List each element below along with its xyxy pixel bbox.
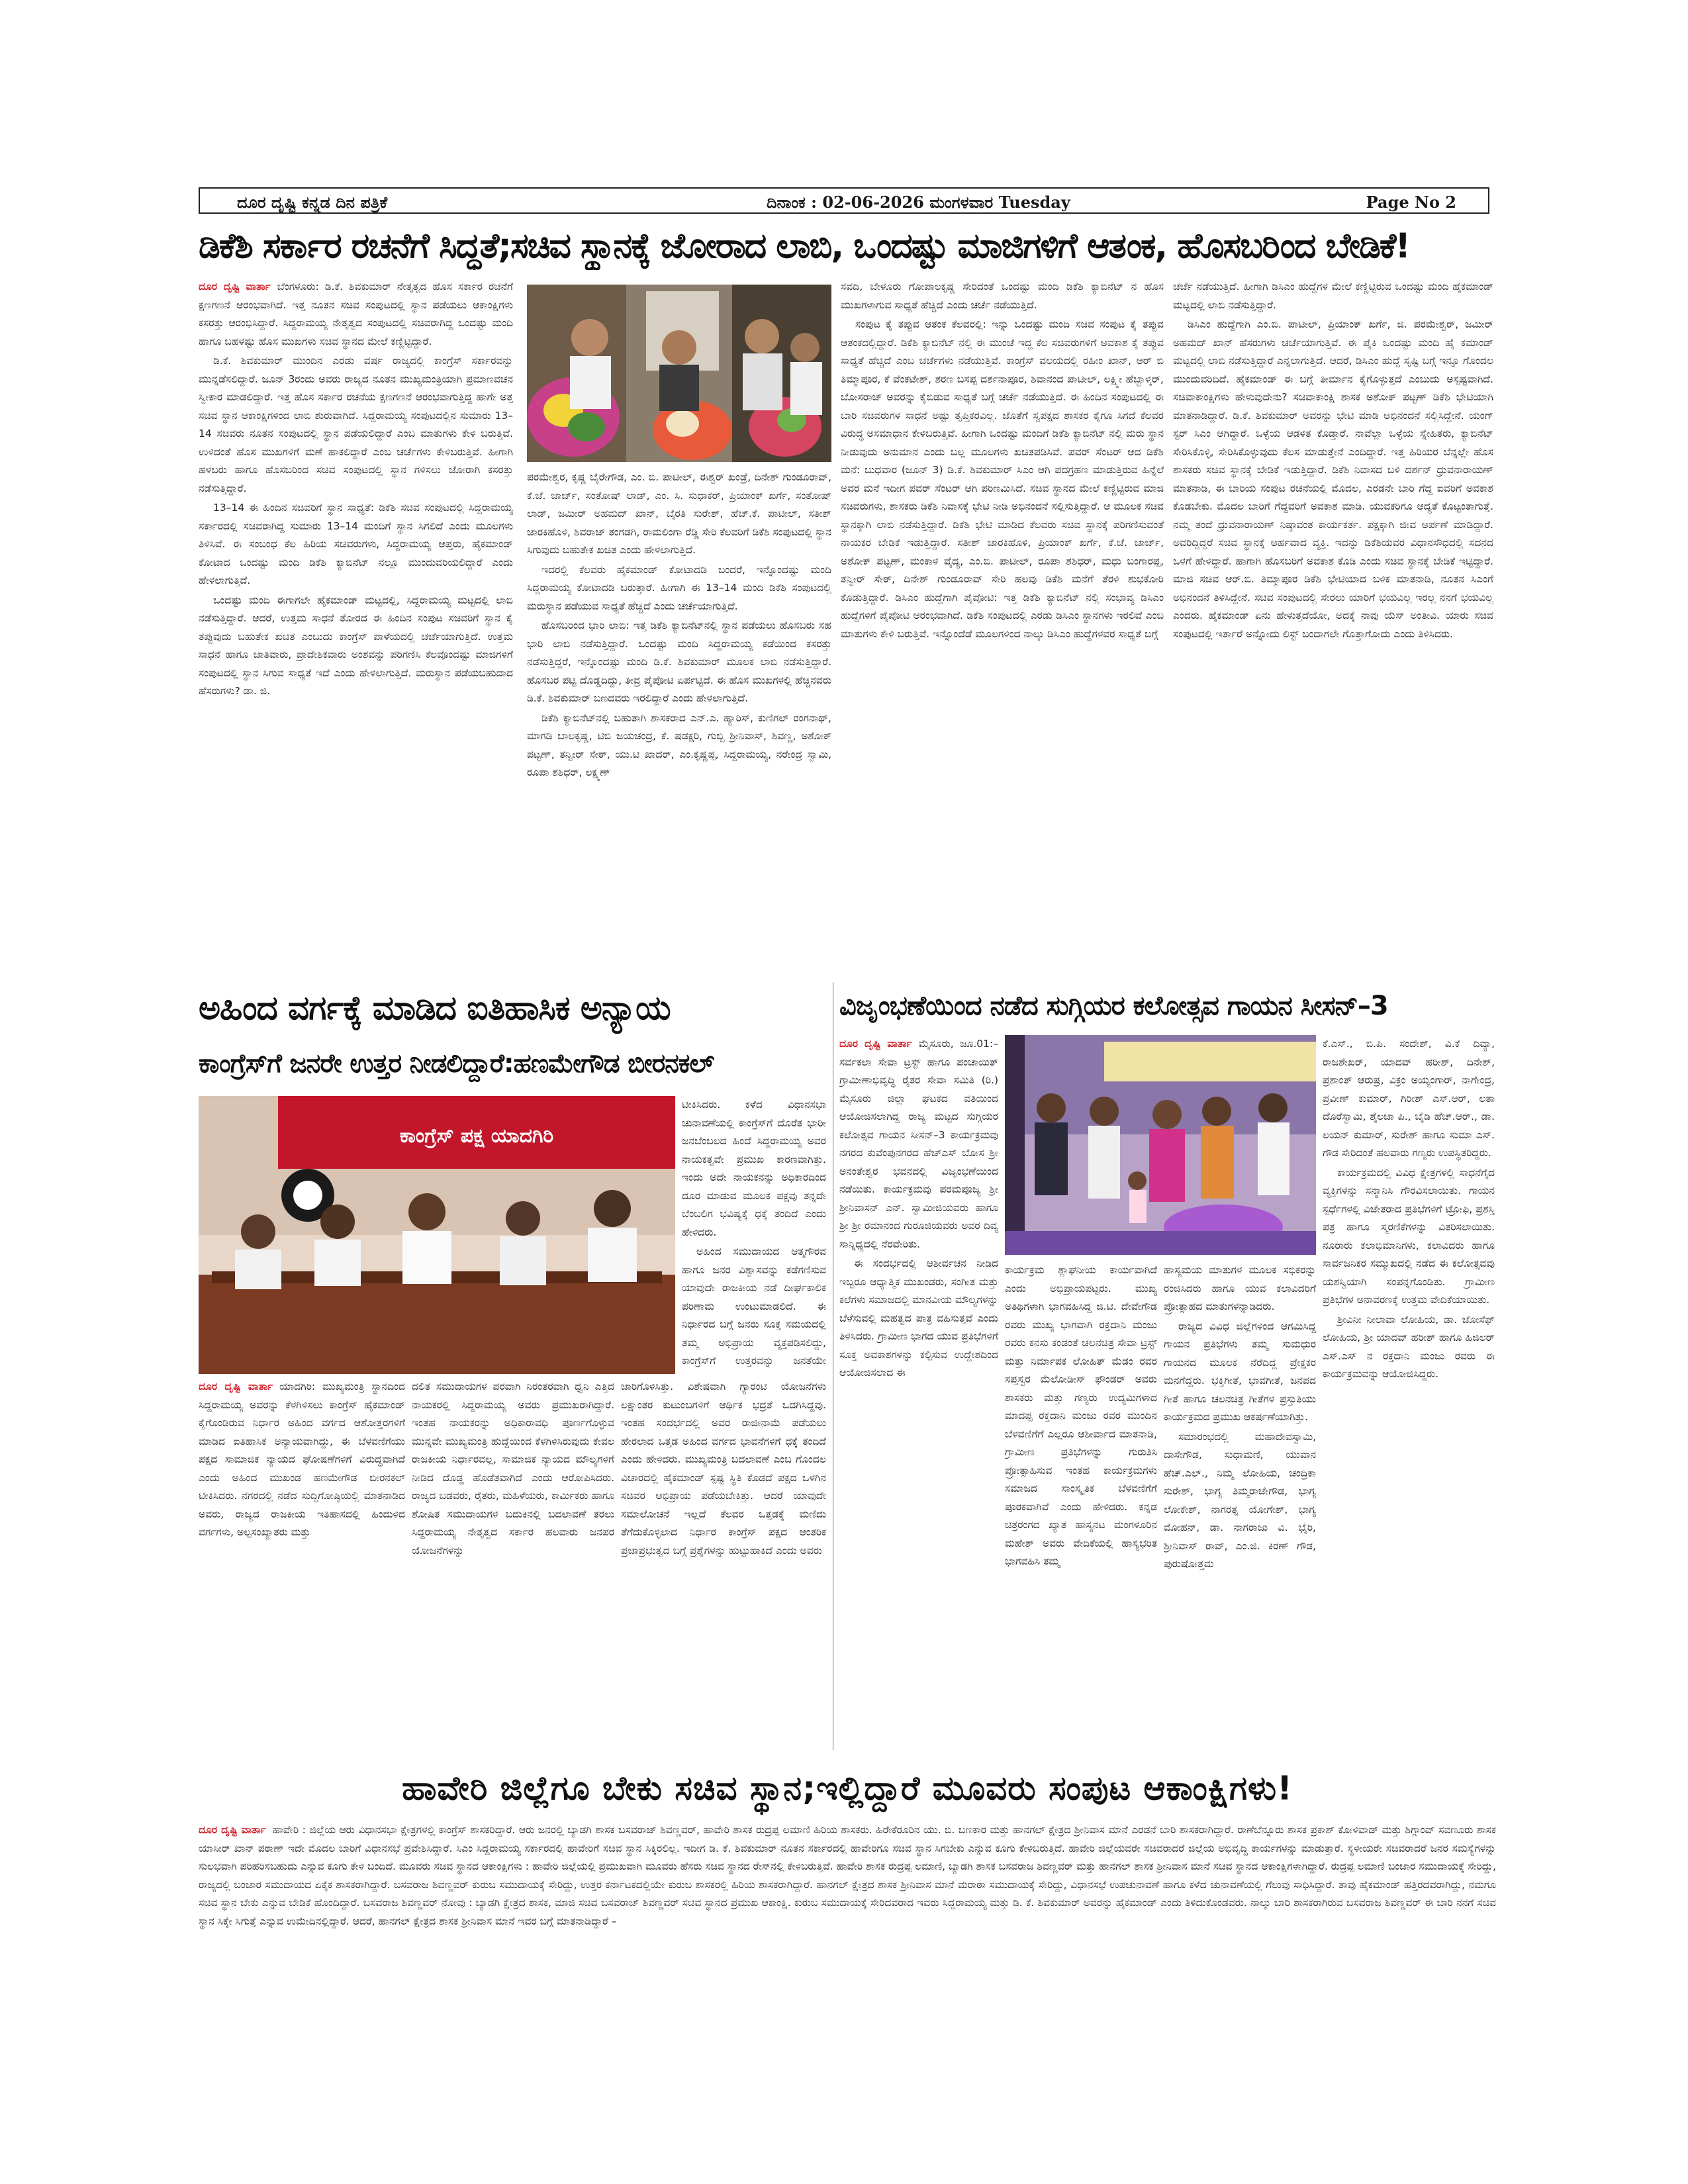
paragraph: ದೂರ ದೃಷ್ಟಿ ವಾರ್ತಾ ಬೆಂಗಳೂರು: ಡಿ.ಕೆ. ಶಿವಕುಮಾರ್ ನೇತೃತ್ವದ ಹೊಸ ಸರ್ಕಾರ ರಚನೆಗೆ ಕ್ಷಣಗಣನೆ ಆರಂಭವಾಗಿದೆ. ಇತ್ತ ನೂತನ ಸಚಿವ ಸಂಪುಟದಲ್ಲಿ ಸ್ಥಾನ ಪಡೆಯಲು ಆಕಾಂಕ್ಷಿಗಳು ಕಸರತ್ತು ಆರಂಭಿಸಿದ್ದಾರೆ. ಸಿದ್ದರಾಮಯ್ಯ ನೇತೃತ್ವದ ಸಂಪುಟದಲ್ಲಿ ಸಚಿವರಾಗಿದ್ದ ಒಂದಷ್ಟು ಮಂದಿ ಹಾಗೂ ಬಹಳಷ್ಟು ಹೊಸ ಮುಖಗಳು ಸಚಿವ ಸ್ಥಾನದ ಮೇಲೆ ಕಣ್ಣಿಟ್ಟಿದ್ದಾರೆ. [199, 281, 513, 347]
paragraph: ಸಂಪುಟ ಕೈ ತಪ್ಪುವ ಆತಂಕ ಕೆಲವರಲ್ಲಿ: ಇನ್ನು ಒಂದಷ್ಟು ಮಂದಿ ಸಚಿವ ಸಂಪುಟ ಕೈ ತಪ್ಪುವ ಆತಂಕದಲ್ಲಿದ್ದಾರೆ. ಡಿಕೆಶಿ ಕ್ಯಾಬಿನೆಟ್ ನಲ್ಲಿ ಈ ಮುಂಚೆ ಇದ್ದ ಕೆಲ ಸಚಿವರುಗಳಿಗೆ ಅವಕಾಶ ಕೈ ತಪ್ಪುವ ಸಾಧ್ಯತೆ ಹೆಚ್ಚಿದೆ ಎಂಬ ಚರ್ಚೆಗಳು ನಡೆಯುತ್ತಿವೆ. ಕಾಂಗ್ರೆಸ್ ವಲಯದಲ್ಲಿ ರಹೀಂ ಖಾನ್, ಆರ್ ಬಿ ತಿಮ್ಮಾಪೂರ, ಕೆ ವೆಂಕಟೇಶ್, ಶರಣ ಬಸಪ್ಪ ದರ್ಶನಾಪೂರ, ಶಿವಾನಂದ ಪಾಟೀಲ್, ಲಕ್ಷ್ಮೀ ಹೆಬ್ಬಾಳ್ಕರ್, ಬೋಸರಾಜ್ ಅವರನ್ನು ಕೈಬಿಡುವ ಸಾಧ್ಯತೆ ಬಗ್ಗೆ ಚರ್ಚೆ ನಡೆಯುತ್ತಿದೆ. ಈ ಹಿಂದಿನ ಸಂಪುಟದಲ್ಲಿ ಈ ಬಾರಿ ಸಚಿವರುಗಳ ಸಾಧನೆ ಅಷ್ಟು ತೃಪ್ತಿಕರವಿಲ್ಲ. ಜೊತೆಗೆ ಸ್ವಪಕ್ಷದ ಶಾಸಕರ ಕೈಗೂ ಸಿಗದೆ ಕೆಲವರ ವಿರುದ್ಧ ಅಸಮಾಧಾನ ಕೇಳಿಬರುತ್ತಿವೆ. ಹೀಗಾಗಿ ಒಂದಷ್ಟು ಮಂದಿಗೆ ಡಿಕೆಶಿ ಕ್ಯಾಬಿನೆಟ್ ನಲ್ಲಿ ಮರು ಸ್ಥಾನ ನೀಡುವುದು ಅನುಮಾನ ಎಂದು ಬಲ್ಲ ಮೂಲಗಳು ಖಚಿತಪಡಿಸಿವೆ. ಪವರ್ ಸೆಂಟರ್ ಆದ ಡಿಕೆಶಿ ಮನೆ: ಬುಧವಾರ (ಜೂನ್ 3) ಡಿ.ಕೆ. ಶಿವಕುಮಾರ್ ಸಿಎಂ ಆಗಿ ಪದಗ್ರಹಣ ಮಾಡುತ್ತಿರುವ ಹಿನ್ನೆಲೆ ಅವರ ಮನೆ ಇದೀಗ ಪವರ್ ಸೆಂಟರ್ ಆಗಿ ಪರಿಣಮಿಸಿದೆ. ಸಚಿವ ಸ್ಥಾನದ ಮೇಲೆ ಕಣ್ಣಿಟ್ಟಿರುವ ಮಾಜಿ ಸಚಿವರುಗಳು, ಶಾಸಕರು ಡಿಕೆಶಿ ನಿವಾಸಕ್ಕೆ ಭೇಟಿ ನೀಡಿ ಅಭಿನಂದನೆ ಸಲ್ಲಿಸುತ್ತಿದ್ದಾರೆ. ಆ ಮೂಲಕ ಸಚಿವ ಸ್ಥಾನಕ್ಕಾಗಿ ಲಾಬಿ ನಡೆಸುತ್ತಿದ್ದಾರೆ. ಡಿಕೆಶಿ ಭೇಟಿ ಮಾಡಿದ ಕೆಲವರು ಸಚಿವ ಸ್ಥಾನಕ್ಕೆ ಪರಿಗಣಿಸುವಂತೆ ನಾಯಕರ ಬೇಡಿಕೆ ಇಡುತ್ತಿದ್ದಾರೆ. ಸತೀಶ್ ಜಾರಕಿಹೊಳಿ, ಪ್ರಿಯಾಂಕ್ ಖರ್ಗೆ, ಕೆ.ಜೆ. ಜಾರ್ಜ್, ಅಶೋಕ್ ಪಟ್ಟಣ್, ಮಂಕಾಳ ವೈದ್ಯ, ಎಂ.ಬಿ. ಪಾಟೀಲ್, ರೂಪಾ ಶಶಿಧರ್, ಮಧು ಬಂಗಾರಪ್ಪ, ತನ್ವೀರ್ ಸೇಠ್, ದಿನೇಶ್ ಗುಂಡೂರಾವ್ ಸೇರಿ ಹಲವು ಡಿಕೆಶಿ ಮನೆಗೆ ತೆರಳಿ ಶುಭಕೋರಿ ಕೊಡುತ್ತಿದ್ದಾರೆ. ಡಿಸಿಎಂ ಹುದ್ದೆಗಾಗಿ ಪೈಪೋಟಿ: ಇತ್ತ ಡಿಕೆಶಿ ಕ್ಯಾಬಿನೆಟ್ ನಲ್ಲಿ ಸಂಭಾವ್ಯ ಡಿಸಿಎಂ ಹುದ್ದೆಗಳಿಗೆ ಪೈಪೋಟಿ ಆರಂಭವಾಗಿದೆ. ಡಿಕೆಶಿ ಸಂಪುಟದಲ್ಲಿ ಎರಡು ಡಿಸಿಎಂ ಸ್ಥಾನಗಳು ಇರಲಿವೆ ಎಂಬ ಮಾತುಗಳು ಕೇಳಿ ಬರುತ್ತಿವೆ. ಇನ್ನೊಂದೆಡೆ ಮೂಲಗಳಿಂದ ನಾಲ್ಕು ಡಿಸಿಎಂ ಹುದ್ದೆಗಳವರ ಸಾಧ್ಯತೆ ಬಗ್ಗೆ [841, 318, 1164, 640]
paper-name: ದೂರ ದೃಷ್ಟಿ ಕನ್ನಡ ದಿನ ಪತ್ರಿಕೆ [237, 193, 388, 212]
story1-headline: ಡಿಕೆಶಿ ಸರ್ಕಾರ ರಚನೆಗೆ ಸಿದ್ಧತೆ;ಸಚಿವ ಸ್ಥಾನಕ್ಕೆ ಜೋರಾದ ಲಾಬಿ, ಒಂದಷ್ಟು ಮಾಜಿಗಳಿಗೆ ಆತಂಕ, ಹೊಸಬರಿಂದ ಬೇಡಿಕೆ! [199, 226, 1410, 266]
story1-column-4 [1173, 278, 1493, 975]
story2-headline-line2: ಕಾಂಗ್ರೆಸ್‌ಗೆ ಜನರೇ ಉತ್ತರ ನೀಡಲಿದ್ದಾರೆ:ಹಣಮೇಗೌಡ ಬೀರನಕಲ್ [199, 1049, 714, 1079]
story2-column-b [412, 1378, 614, 1749]
paragraph: ಜಾರಿಗೊಳಿಸಿತ್ತು. ವಿಶೇಷವಾಗಿ ಗ್ಯಾರಂಟಿ ಯೋಜನೆಗಳು ಲಕ್ಷಾಂತರ ಕುಟುಂಬಗಳಿಗೆ ಆರ್ಥಿಕ ಭದ್ರತೆ ಒದಗಿಸಿದ್ದವು. ಇಂತಹ ಸಂದರ್ಭದಲ್ಲಿ ಅವರ ರಾಜೀನಾಮೆ ಪಡೆಯಲು ಹೇರಲಾದ ಒತ್ತಡ ಅಹಿಂದ ವರ್ಗದ ಭಾವನೆಗಳಿಗೆ ಧಕ್ಕೆ ತಂದಿದೆ ಎಂದು ಹೇಳಿದರು. ಮುಖ್ಯಮಂತ್ರಿ ಬದಲಾವಣೆ ಎಂಬ ಗೊಂದಲ ವಿಚಾರದಲ್ಲಿ ಹೈಕಮಾಂಡ್ ಸ್ಪಷ್ಟ ಸ್ಥಿತಿ ಕೊಡದೆ ಪಕ್ಷದ ಒಳಗಿನ ಸಚಿವರ ಅಭಿಪ್ರಾಯ ಪಡೆಯಬೇಕಿತ್ತು. ಆದರೆ ಯಾವುದೇ ಸಮಾಲೋಚನೆ ಇಲ್ಲದೆ ಕೆಲವರ ಒತ್ತಡಕ್ಕೆ ಮಣಿದು ತೆಗೆದುಕೊಳ್ಳಲಾದ ನಿರ್ಧಾರ ಕಾಂಗ್ರೆಸ್ ಪಕ್ಷದ ಆಂತರಿಕ ಪ್ರಜಾಪ್ರಭುತ್ವದ ಬಗ್ಗೆ ಪ್ರಶ್ನೆಗಳನ್ನು ಹುಟ್ಟುಹಾಕಿದೆ ಎಂದು ಅವರು [621, 1381, 826, 1557]
story1-photo [527, 285, 831, 462]
page-number: Page No 2 [1366, 193, 1456, 212]
paragraph: ಚರ್ಚೆ ನಡೆಯುತ್ತಿದೆ. ಹೀಗಾಗಿ ಡಿಸಿಎಂ ಹುದ್ದೆಗಳ ಮೇಲೆ ಕಣ್ಣಿಟ್ಟಿರುವ ಒಂದಷ್ಟು ಮಂದಿ ಹೈಕಮಾಂಡ್ ಮಟ್ಟದಲ್ಲಿ ಲಾಬಿ ನಡೆಸುತ್ತಿದ್ದಾರೆ. [1173, 281, 1493, 311]
paragraph: ಕಾರ್ಯಕ್ರಮದಲ್ಲಿ ವಿವಿಧ ಕ್ಷೇತ್ರಗಳಲ್ಲಿ ಸಾಧನೆಗೈದ ವ್ಯಕ್ತಿಗಳನ್ನು ಸನ್ಮಾನಿಸಿ ಗೌರವಿಸಲಾಯಿತು. ಗಾಯನ ಸ್ಪರ್ಧೆಗಳಲ್ಲಿ ವಿಜೇತರಾದ ಪ್ರತಿಭೆಗಳಿಗೆ ಟ್ರೋಫಿ, ಪ್ರಶಸ್ತಿ ಪತ್ರ ಹಾಗೂ ಸ್ಮರಣಿಕೆಗಳನ್ನು ವಿತರಿಸಲಾಯಿತು. ನೂರಾರು ಕಲಾಭಿಮಾನಿಗಳು, ಕಲಾವಿದರು ಹಾಗೂ ಸಾರ್ವಜನಿಕರ ಸಮ್ಮುಖದಲ್ಲಿ ನಡೆದ ಈ ಕಲೋತ್ಸವವು ಯಶಸ್ವಿಯಾಗಿ ಸಂಪನ್ನಗೊಂಡಿತು. ಗ್ರಾಮೀಣ ಪ್ರತಿಭೆಗಳ ಅನಾವರಣಕ್ಕೆ ಉತ್ತಮ ವೇದಿಕೆಯಾಯಿತು. [1323, 1166, 1495, 1306]
paragraph: ರಾಜ್ಯದ ವಿವಿಧ ಜಿಲ್ಲೆಗಳಿಂದ ಆಗಮಿಸಿದ್ದ ಗಾಯನ ಪ್ರತಿಭೆಗಳು ತಮ್ಮ ಸುಮಧುರ ಗಾಯನದ ಮೂಲಕ ನೆರೆದಿದ್ದ ಪ್ರೇಕ್ಷಕರ ಮನಗೆದ್ದರು. ಭಕ್ತಿಗೀತೆ, ಭಾವಗೀತೆ, ಜನಪದ ಗೀತೆ ಹಾಗೂ ಚಲನಚಿತ್ರ ಗೀತೆಗಳ ಪ್ರಸ್ತುತಿಯು ಕಾರ್ಯಕ್ರಮದ ಪ್ರಮುಖ ಆಕರ್ಷಣೆಯಾಗಿತ್ತು. [1164, 1320, 1316, 1423]
paragraph: ಒಂದಷ್ಟು ಮಂದಿ ಈಗಾಗಲೇ ಹೈಕಮಾಂಡ್ ಮಟ್ಟದಲ್ಲಿ, ಸಿದ್ದರಾಮಯ್ಯ ಮಟ್ಟದಲ್ಲಿ ಲಾಬಿ ನಡೆಸುತ್ತಿದ್ದಾರೆ. ಆದರೆ, ಉತ್ತಮ ಸಾಧನೆ ತೋರದ ಈ ಹಿಂದಿನ ಸಂಪುಟ ಸಚಿವರಿಗೆ ಸ್ಥಾನ ಕೈ ತಪ್ಪುವುದು ಬಹುತೇಕ ಖಚಿತ ಎಂಬುದು ಕಾಂಗ್ರೆಸ್ ಪಾಳೆಯದಲ್ಲಿ ಚರ್ಚೆಯಾಗುತ್ತಿದೆ. ಉತ್ತಮ ಸಾಧನೆ ಹಾಗೂ ಜಾತಿವಾರು, ಪ್ರಾದೇಶಿಕವಾರು ಅಂಶವನ್ನು ಪರಿಗಣಿಸಿ ಕೆಲವೊಂದಷ್ಟು ಮಾಜಿಗಳಿಗೆ ಸಂಪುಟದಲ್ಲಿ ಸ್ಥಾನ ಸಿಗುವ ಸಾಧ್ಯತೆ ಇದೆ ಎಂದು ಹೇಳಲಾಗುತ್ತಿದೆ. ಮರುಸ್ಥಾನ ಪಡೆಯಬಹುದಾದ ಹೆಸರುಗಳು? ಡಾ. ಜಿ. [199, 594, 513, 697]
story1-column-3 [841, 278, 1164, 975]
story2-side-column [682, 1096, 826, 1367]
press-meet-banner-text: ಕಾಂಗ್ರೆಸ್ ಪಕ್ಷ ಯಾದಗಿರಿ [399, 1124, 554, 1148]
story2-photo [199, 1096, 675, 1374]
story3-headline: ವಿಜೃಂಭಣೆಯಿಂದ ನಡೆದ ಸುಗ್ಗಿಯರ ಕಲೋತ್ಸವ ಗಾಯನ ಸೀಸನ್–3 [839, 991, 1388, 1021]
paragraph: ಕೆ.ಎಸ್., ಬಿ.ಪಿ. ಸಂದೇಶ್, ವಿ.ಕೆ ದಿವ್ಯಾ, ರಾಜಶೇಖರ್, ಯಾದವ್ ಹರೀಶ್, ದಿನೇಶ್, ಪ್ರಶಾಂತ್ ಆರುಷ್ರ, ವಿಕ್ರಂ ಅಯ್ಯಂಗಾರ್, ನಾಗೇಂದ್ರ, ಪ್ರವೀಣ್ ಕುಮಾರ್, ಗಿರೀಶ್ ಎಸ್.ಆರ್, ಲತಾ ದೊರೆಸ್ವಾಮಿ, ಶೈಲಜಾ ಪಿ., ಬೈಡಿ ಹೆಚ್.ಆರ್., ಡಾ. ಲಯನ್ ಕುಮಾರ್, ಸುರೇಶ್ ಹಾಗೂ ಸುಮಾ ಎಸ್. ಗೌಡ ಸೇರಿದಂತೆ ಹಲವಾರು ಗಣ್ಯರು ಉಪಸ್ಥಿತರಿದ್ದರು. [1323, 1038, 1495, 1159]
byline: ದೂರ ದೃಷ್ಟಿ ವಾರ್ತಾ [199, 281, 271, 293]
paragraph: ಶ್ರೀವಿನೀ ನೀಲಾವಾ ಲೋಹಿಯ, ಡಾ. ಜೋಸೆಫ್ ಲೋಹಿಯ, ಶ್ರೀ ಯಾದವ್ ಹರೀಶ್ ಹಾಗೂ ಹಿಜಿಲರ್ ಎಸ್.ಎಸ್ ನ ರಕ್ತದಾನಿ ಮಂಜು ರವರು ಈ ಕಾರ್ಯಕ್ರಮವನ್ನು ಆಯೋಜಿಸಿದ್ದರು. [1323, 1313, 1495, 1380]
press-meet-photo [199, 1096, 675, 1374]
story3-column-a [839, 1035, 998, 1750]
paragraph: ಕಾರ್ಯಕ್ರಮ ಶ್ಲಾಘನೀಯ ಕಾರ್ಯವಾಗಿದೆ ಎಂದು ಅಭಿಪ್ರಾಯಪಟ್ಟರು. ಮುಖ್ಯ ಅತಿಥಿಗಳಾಗಿ ಭಾಗವಹಿಸಿದ್ದ ಜಿ.ಟಿ. ದೇವೇಗೌಡ ರವರು ಮುಖ್ಯ ಭಾಗವಾಗಿ ರಕ್ತದಾನಿ ಮಂಜು ರವರು ಕನಸು ಕಂಡಂತೆ ಚಲನಚಿತ್ರ ಸೇವಾ ಟ್ರಸ್ಟ್ ಮತ್ತು ನಿರ್ಮಾಪಕ ಲೋಹಿತ್ ಮೆಡಂ ರವರ ಸಪ್ತಸ್ವರ ಮೆಲೋಡೀಸ್ ಫೌಂಡರ್ ಅವರು ಶಾಸಕರು ಮತ್ತು ಗಣ್ಯರು ಉದ್ಯಮಿಗಳಾದ ಮಾದಪ್ಪ ರಕ್ತದಾನಿ ಮಂಜು ರವರ ಮುಂದಿನ ಬೆಳವಣಿಗೆಗೆ ಎಲ್ಲರೂ ಆಶೀರ್ವಾದ ಮಾತನಾಡಿ, ಗ್ರಾಮೀಣ ಪ್ರತಿಭೆಗಳನ್ನು ಗುರುತಿಸಿ ಪ್ರೋತ್ಸಾಹಿಸುವ ಇಂತಹ ಕಾರ್ಯಕ್ರಮಗಳು ಸಮಾಜದ ಸಾಂಸ್ಕೃತಿಕ ಬೆಳವಣಿಗೆಗೆ ಪೂರಕವಾಗಿವೆ ಎಂದು ಹೇಳಿದರು. ಕನ್ನಡ ಚಿತ್ರರಂಗದ ಖ್ಯಾತ ಹಾಸ್ಯನಟ ಮಂಗಳೂರಿನ ಮಹೇಶ್ ಅವರು ವೇದಿಕೆಯಲ್ಲಿ ಹಾಸ್ಯಭರಿತ ಭಾಗವಹಿಸಿ ತಮ್ಮ [1005, 1264, 1157, 1567]
paragraph: ಈ ಸಂದರ್ಭದಲ್ಲಿ ಆಶೀರ್ವಚನ ನೀಡಿದ ಇಬ್ಬರೂ ಆಧ್ಯಾತ್ಮಿಕ ಮುಖಂಡರು, ಸಂಗೀತ ಮತ್ತು ಕಲೆಗಳು ಸಮಾಜದಲ್ಲಿ ಮಾನವೀಯ ಮೌಲ್ಯಗಳನ್ನು ಬೆಳೆಸುವಲ್ಲಿ ಮಹತ್ವದ ಪಾತ್ರ ವಹಿಸುತ್ತವೆ ಎಂದು ತಿಳಿಸಿದರು. ಗ್ರಾಮೀಣ ಭಾಗದ ಯುವ ಪ್ರತಿಭೆಗಳಿಗೆ ಸೂಕ್ತ ಅವಕಾಶಗಳನ್ನು ಕಲ್ಪಿಸುವ ಉದ್ದೇಶದಿಂದ ಆಯೋಜಿಸಲಾದ ಈ [839, 1257, 998, 1379]
paragraph: ಡಿಸಿಎಂ ಹುದ್ದೆಗಾಗಿ ಎಂ.ಬಿ. ಪಾಟೀಲ್, ಪ್ರಿಯಾಂಕ್ ಖರ್ಗೆ, ಜಿ. ಪರಮೇಶ್ವರ್, ಜಮೀರ್ ಅಹಮದ್ ಖಾನ್ ಹೆಸರುಗಳು ಚರ್ಚೆಯಾಗುತ್ತಿವೆ. ಈ ಪೈಕಿ ಒಂದಷ್ಟು ಮಂದಿ ಹೈ ಕಮಾಂಡ್ ಮಟ್ಟದಲ್ಲಿ ಲಾಬಿ ನಡೆಸುತ್ತಿದ್ದಾರೆ ಎನ್ನಲಾಗುತ್ತಿದೆ. ಆದರೆ, ಡಿಸಿಎಂ ಹುದ್ದೆ ಸೃಷ್ಟಿ ಬಗ್ಗೆ ಇನ್ನೂ ಗೊಂದಲ ಮುಂದುವರಿದಿದೆ. ಹೈಕಮಾಂಡ್ ಈ ಬಗ್ಗೆ ತೀರ್ಮಾನ ಕೈಗೊಳ್ಳುತ್ತದೆ ಎಂಬುದು ಅಸ್ಪಷ್ಟವಾಗಿದೆ. ಸಚಿವಾಕಾಂಕ್ಷಿಗಳು ಹೇಳುವುದೇನು? ಸಚಿವಾಕಾಂಕ್ಷಿ ಶಾಸಕ ಅಶೋಕ್ ಪಟ್ಟಣ್ ಡಿಕೆಶಿ ಭೇಟಿಯಾಗಿ ಮಾತನಾಡಿದ್ದಾರೆ. ಡಿ.ಕೆ. ಶಿವಕುಮಾರ್ ಅವರನ್ನು ಭೇಟಿ ಮಾಡಿ ಅಭಿನಂದನೆ ಸಲ್ಲಿಸಿದ್ದೇನೆ. ಯಂಗ್ ಸ್ಟರ್ ಸಿಎಂ ಆಗಿದ್ದಾರೆ. ಒಳ್ಳೆಯ ಆಡಳಿತ ಕೊಡ್ತಾರೆ. ನಾವೆಲ್ಲಾ ಒಳ್ಳೆಯ ಸ್ನೇಹಿತರು, ಕ್ಯಾಬಿನೆಟ್ ಸೇರಿಸಿಕೊಳ್ಳಿ, ಸೇರಿಸಿಕೊಳ್ಳುವುದು ಕೆಲಸ ಮಾಡುತ್ತೇನೆ ಎಂದಿದ್ದಾರೆ. ಇತ್ತ ಹಿರಿಯರ ಬೆನ್ನಲ್ಲೇ ಹೊಸ ಶಾಸಕರು ಸಚಿವ ಸ್ಥಾನಕ್ಕೆ ಬೇಡಿಕೆ ಇಡುತ್ತಿದ್ದಾರೆ. ಡಿಕೆಶಿ ನಿವಾಸದ ಬಳಿ ದರ್ಶನ್ ಧ್ರುವನಾರಾಯಣ್ ಮಾತನಾಡಿ, ಈ ಬಾರಿಯ ಸಂಪುಟ ರಚನೆಯಲ್ಲಿ ಮೊದಲ, ಎರಡನೇ ಬಾರಿ ಗೆದ್ದ ಐವರಿಗೆ ಅವಕಾಶ ಕೊಡಬೇಕು. ಮೊದಲ ಬಾರಿಗೆ ಗೆದ್ದವರಿಗೆ ಅವಕಾಶ ಮಾಡಿ. ಯುವಕರಿಗೂ ಆದ್ಯತೆ ಕೊಟ್ಟಂತಾಗುತ್ತೆ. ನಮ್ಮ ತಂದೆ ಧ್ರುವನಾರಾಯಣ್ ನಿಷ್ಠಾವಂತ ಕಾರ್ಯಕರ್ತ. ಪಕ್ಷಕ್ಕಾಗಿ ಜೀವ ಅರ್ಪಣೆ ಮಾಡಿದ್ದಾರೆ. ಅವರಿದ್ದಿದ್ದರೆ ಸಚಿವ ಸ್ಥಾನಕ್ಕೆ ಅರ್ಹವಾದ ವ್ಯಕ್ತಿ. ಇದನ್ನು ಡಿಕೆಶಿಯವರ ವಿಧಾನಸೌಧದಲ್ಲಿ ಸದನದ ಒಳಗೆ ಹೇಳಿದ್ದಾರೆ. ಹಾಗಾಗಿ ಹೊಸಬರಿಗೆ ಅವಕಾಶ ಕೊಡಿ ಎಂದು ಸಚಿವ ಸ್ಥಾನಕ್ಕೆ ಬೇಡಿಕೆ ಇಟ್ಟಿದ್ದಾರೆ. ಮಾಜಿ ಸಚಿವ ಆರ್.ಬಿ. ತಿಮ್ಮಾಪೂರ ಡಿಕೆಶಿ ಭೇಟಿಯಾದ ಬಳಿಕ ಮಾತನಾಡಿ, ನೂತನ ಸಿಎಂಗೆ ಅಭಿನಂದನೆ ತಿಳಿಸಿದ್ದೇನೆ. ಸಚಿವ ಸಂಪುಟದಲ್ಲಿ ಸೇರಲು ಯಾರಿಗೆ ಭಯವಿಲ್ಲ ಇರಲ್ಲ ನನಗೆ ಭಯವಿಲ್ಲ ಎಂದರು. ಹೈಕಮಾಂಡ್ ಏನು ಹೇಳುತ್ತದೆಯೋ, ಅದಕ್ಕೆ ನಾವು ಯೆಸ್ ಅಂತೀವಿ. ಯಾರು ಸಚಿವ ಸಂಪುಟದಲ್ಲಿ ಇರ್ತಾರೆ ಅನ್ನೋದು ಲಿಸ್ಟ್ ಬಂದಾಗಲೇ ಗೊತ್ತಾಗೋದು ಎಂದು ತಿಳಿಸಿದರು. [1173, 318, 1493, 640]
story3-column-b [1005, 1261, 1157, 1750]
paragraph: ಅಹಿಂದ ಸಮುದಾಯದ ಆತ್ಮಗೌರವ ಹಾಗೂ ಜನರ ವಿಶ್ವಾಸವನ್ನು ಕಡೆಗಣಿಸುವ ಯಾವುದೇ ರಾಜಕೀಯ ನಡೆ ದೀರ್ಘಕಾಲಿಕ ಪರಿಣಾಮ ಉಂಟುಮಾಡಲಿದೆ. ಈ ನಿರ್ಧಾರದ ಬಗ್ಗೆ ಜನರು ಸೂಕ್ತ ಸಮಯದಲ್ಲಿ ತಮ್ಮ ಅಭಿಪ್ರಾಯ ವ್ಯಕ್ತಪಡಿಸಲಿದ್ದು, ಕಾಂಗ್ರೆಸ್‌ಗೆ ಉತ್ತರವನ್ನು ಜನತೆಯೇ [682, 1246, 826, 1367]
paragraph: ಹಾಸ್ಯಮಯ ಮಾತುಗಳ ಮೂಲಕ ಸಭಿಕರನ್ನು ರಂಜಿಸಿದರು ಹಾಗೂ ಯುವ ಕಲಾವಿದರಿಗೆ ಪ್ರೋತ್ಸಾಹದ ಮಾತುಗಳನ್ನಾಡಿದರು. [1164, 1264, 1316, 1312]
story2-column-a [199, 1378, 405, 1749]
paragraph: ಇದರಲ್ಲಿ ಕೆಲವರು ಹೈಕಮಾಂಡ್ ಕೋಟಾದಡಿ ಬಂದರೆ, ಇನ್ನೊಂದಷ್ಟು ಮಂದಿ ಸಿದ್ದರಾಮಯ್ಯ ಕೋಟಾದಡಿ ಬರುತ್ತಾರೆ. ಹೀಗಾಗಿ ಈ 13–14 ಮಂದಿ ಡಿಕೆಶಿ ಸಂಪುಟದಲ್ಲಿ ಮರುಸ್ಥಾನ ಪಡೆಯುವ ಸಾಧ್ಯತೆ ಹೆಚ್ಚಿದೆ ಎಂದು ಚರ್ಚೆಯಾಗುತ್ತಿದೆ. [527, 563, 831, 612]
paragraph: ದೂರ ದೃಷ್ಟಿ ವಾರ್ತಾ ಮೈಸೂರು, ಜೂ.01:– ಸರ್ವಕಲಾ ಸೇವಾ ಟ್ರಸ್ಟ್ ಹಾಗೂ ಪಂಚಾಯಿತ್ ಗ್ರಾಮೀಣಾಭಿವೃದ್ಧಿ ರೈತರ ಸೇವಾ ಸಮಿತಿ (ರಿ.) ಮೈಸೂರು ಜಿಲ್ಲಾ ಘಟಕದ ವತಿಯಿಂದ ಆಯೋಜಿಸಲಾಗಿದ್ದ ರಾಜ್ಯ ಮಟ್ಟದ ಸುಗ್ಗಿಯರ ಕಲೋತ್ಸವ ಗಾಯನ ಸೀಸನ್–3 ಕಾರ್ಯಕ್ರಮವು ನಗರದ ಕುವೆಂಪುನಗರದ ಹೆಚ್‌ಎಸ್ ಬೋಸ ಶ್ರೀ ಅನಂತೇಶ್ವರ ಭವನದಲ್ಲಿ ವಿಜೃಂಭಣೆಯಿಂದ ನಡೆಯಿತು. ಕಾರ್ಯಕ್ರಮವು ಪರಮಪೂಜ್ಯ ಶ್ರೀ ಶ್ರೀನಿವಾಸನ್ ಎನ್. ಸ್ವಾಮೀಜಿಯವರು ಹಾಗೂ ಶ್ರೀ ಶ್ರೀ ರಮಾನಂದ ಗುರೂಜಿಯವರು ಅವರ ದಿವ್ಯ ಸಾನ್ನಿಧ್ಯದಲ್ಲಿ ನೆರವೇರಿತು. [839, 1038, 998, 1250]
dk-shivakumar-photo-collage [527, 285, 831, 462]
paragraph: ಟೀಕಿಸಿದರು. ಕಳೆದ ವಿಧಾನಸಭಾ ಚುನಾವಣೆಯಲ್ಲಿ ಕಾಂಗ್ರೆಸ್‌ಗೆ ದೊರೆತ ಭಾರೀ ಜನಬೆಂಬಲದ ಹಿಂದೆ ಸಿದ್ದರಾಮಯ್ಯ ಅವರ ನಾಯಕತ್ವವೇ ಪ್ರಮುಖ ಕಾರಣವಾಗಿತ್ತು. ಇಂದು ಅದೇ ನಾಯಕನನ್ನು ಅಧಿಕಾರದಿಂದ ದೂರ ಮಾಡುವ ಮೂಲಕ ಪಕ್ಷವು ತನ್ನದೇ ಬೆಂಬಲಿಗ ಭವಿಷ್ಯಕ್ಕೆ ಧಕ್ಕೆ ತಂದಿದೆ ಎಂದು ಹೇಳಿದರು. [682, 1099, 826, 1238]
story3-photo [1005, 1035, 1316, 1255]
paragraph: 13–14 ಈ ಹಿಂದಿನ ಸಚಿವರಿಗೆ ಸ್ಥಾನ ಸಾಧ್ಯತೆ: ಡಿಕೆಶಿ ಸಚಿವ ಸಂಪುಟದಲ್ಲಿ ಸಿದ್ದರಾಮಯ್ಯ ಸರ್ಕಾರದಲ್ಲಿ ಸಚಿವರಾಗಿದ್ದ ಸುಮಾರು 13–14 ಮಂದಿಗೆ ಸ್ಥಾನ ಸಿಗಲಿದೆ ಎಂದು ಮೂಲಗಳು ತಿಳಿಸಿವೆ. ಈ ಸಂಬಂಧ ಕೆಲ ಹಿರಿಯ ಸಚಿವರುಗಳು, ಸಿದ್ದರಾಮಯ್ಯ ಆಪ್ತರು, ಹೈಕಮಾಂಡ್ ಕೋಟಾದ ಒಂದಷ್ಟು ಮಂದಿ ಡಿಕೆಶಿ ಕ್ಯಾಬಿನೆಟ್ ನಲ್ಲೂ ಮುಂದುವರಿಯಲಿದ್ದಾರೆ ಎಂದು ಹೇಳಲಾಗುತ್ತಿದೆ. [199, 502, 513, 586]
paragraph: ದೂರ ದೃಷ್ಟಿ ವಾರ್ತಾ ಯಾದಗಿರಿ: ಮುಖ್ಯಮಂತ್ರಿ ಸ್ಥಾನದಿಂದ ಸಿದ್ದರಾಮಯ್ಯ ಅವರನ್ನು ಕೆಳಗಿಳಿಸಲು ಕಾಂಗ್ರೆಸ್ ಹೈಕಮಾಂಡ್ ಕೈಗೊಂಡಿರುವ ನಿರ್ಧಾರ ಅಹಿಂದ ವರ್ಗದ ಆಶೋತ್ತರಗಳಿಗೆ ಮಾಡಿದ ಐತಿಹಾಸಿಕ ಅನ್ಯಾಯವಾಗಿದ್ದು, ಈ ಬೆಳವಣಿಗೆಯು ಪಕ್ಷದ ಸಾಮಾಜಿಕ ನ್ಯಾಯದ ಘೋಷಣೆಗಳಿಗೆ ವಿರುದ್ಧವಾಗಿದೆ ಎಂದು ಅಹಿಂದ ಮುಖಂಡ ಹಣಮೇಗೌಡ ಬೀರನಕಲ್ ಟೀಕಿಸಿದರು. ನಗರದಲ್ಲಿ ನಡೆದ ಸುದ್ದಿಗೋಷ್ಠಿಯಲ್ಲಿ ಮಾತನಾಡಿದ ಅವರು, ರಾಜ್ಯದ ರಾಜಕೀಯ ಇತಿಹಾಸದಲ್ಲಿ ಹಿಂದುಳಿದ ವರ್ಗಗಳು, ಅಲ್ಪಸಂಖ್ಯಾತರು ಮತ್ತು [199, 1381, 405, 1538]
paragraph: ಸಮಾರಂಭದಲ್ಲಿ ಮಹಾದೇವಸ್ವಾಮಿ, ದಾಸೇಗೌಡ, ಸುಧಾಮಣಿ, ಯುವಾನ ಹೆಚ್.ಎಲ್., ನಿಮ್ಮ ಲೋಹಿಯ, ಚಂದ್ರಿಕಾ ಸುರೇಶ್, ಭಾಗ್ಯ ತಿಮ್ಮರಾಜೇಗೌಡ, ಭಾಗ್ಯ ಲೋಕೇಶ್, ನಾಗರತ್ನ ಯೋಗೇಶ್, ಭಾಗ್ಯ ಮೋಹನ್, ಡಾ. ನಾಗರಾಜು ವಿ. ಭೈರಿ, ಶ್ರೀನಿವಾಸ್ ರಾವ್, ಎಂ.ಜಿ. ಕಿರಣ್ ಗೌಡ, ಪುರುಷೋತ್ತಮ [1164, 1430, 1316, 1570]
story1-column-2 [527, 469, 831, 975]
paragraph: ಪರಮೇಶ್ವರ, ಕೃಷ್ಣ ಬೈರೇಗೌಡ, ಎಂ. ಬಿ. ಪಾಟೀಲ್, ಈಶ್ವರ್ ಖಂಡ್ರೆ, ದಿನೇಶ್ ಗುಂಡೂರಾವ್, ಕೆ.ಜೆ. ಜಾರ್ಜ್, ಸಂತೋಷ್ ಲಾಡ್, ಎಂ. ಸಿ. ಸುಧಾಕರ್, ಪ್ರಿಯಾಂಕ್ ಖರ್ಗೆ, ಸಂತೋಷ್ ಲಾಡ್, ಜಮೀರ್ ಅಹಮದ್ ಖಾನ್, ಬೈರತಿ ಸುರೇಶ್, ಹೆಚ್.ಕೆ. ಪಾಟೀಲ್, ಸತೀಶ್ ಜಾರಕಿಹೊಳಿ, ಶಿವರಾಜ್ ತಂಗಡಗಿ, ರಾಮಲಿಂಗಾ ರೆಡ್ಡಿ ಸೇರಿ ಕೆಲವರಿಗೆ ಡಿಕೆಶಿ ಸಂಪುಟದಲ್ಲಿ ಸ್ಥಾನ ಸಿಗುವುದು ಬಹುತೇಕ ಖಚಿತ ಎಂದು ಹೇಳಲಾಗುತ್ತಿದೆ. [527, 471, 831, 556]
story2-column-c [621, 1378, 826, 1749]
paragraph: ಡಿ.ಕೆ. ಶಿವಕುಮಾರ್ ಮುಂದಿನ ಎರಡು ವರ್ಷ ರಾಜ್ಯದಲ್ಲಿ ಕಾಂಗ್ರೆಸ್ ಸರ್ಕಾರವನ್ನು ಮುನ್ನಡೆಸಲಿದ್ದಾರೆ. ಜೂನ್ 3ರಂದು ಅವರು ರಾಜ್ಯದ ನೂತನ ಮುಖ್ಯಮಂತ್ರಿಯಾಗಿ ಪ್ರಮಾಣವಚನ ಸ್ವೀಕಾರ ಮಾಡಲಿದ್ದಾರೆ. ಇತ್ತ ಹೊಸ ಸರ್ಕಾರ ರಚನೆಯ ಕ್ಷಣಗಣನೆ ಆರಂಭವಾಗುತ್ತಿದ್ದ ಹಾಗೇ ಅತ್ತ ಸಚಿವ ಸ್ಥಾನ ಆಕಾಂಕ್ಷಿಗಳಿಂದ ಲಾಬಿ ಶುರುವಾಗಿದೆ. ಸಿದ್ದರಾಮಯ್ಯ ಸಂಪುಟದಲ್ಲಿನ ಸುಮಾರು 13–14 ಸಚಿವರು ನೂತನ ಸಂಪುಟದಲ್ಲಿ ಸ್ಥಾನ ಪಡೆಯಲಿದ್ದಾರೆ ಎಂಬ ಮಾತುಗಳು ಕೇಳಿ ಬರುತ್ತಿವೆ. ಉಳಿದಂತೆ ಹೊಸ ಮುಖಗಳಿಗೆ ಮಣೆ ಹಾಕಲಿದ್ದಾರೆ ಎಂಬ ಚರ್ಚೆಗಳು ಕೇಳಿಬರುತ್ತಿವೆ. ಹೀಗಾಗಿ ಹಳಬರು ಹಾಗೂ ಹೊಸಬರಿಂದ ಸಚಿವ ಸಂಪುಟದಲ್ಲಿ ಸ್ಥಾನ ಗಳಿಸಲು ಜೋರಾಗಿ ಕಸರತ್ತು ನಡೆಸುತ್ತಿದ್ದಾರೆ. [199, 355, 513, 494]
paragraph: ಡಿಕೆಶಿ ಕ್ಯಾಬಿನೆಟ್‌ನಲ್ಲಿ ಬಹುತಾಗಿ ಶಾಸಕರಾದ ಎನ್.ಎ. ಹ್ಯಾರಿಸ್, ಕುಣಿಗಲ್ ರಂಗನಾಥ್, ಮಾಗಡಿ ಬಾಲಕೃಷ್ಣ, ಟಿಬಿ ಜಯಚಂದ್ರ, ಕೆ. ಷಡಕ್ಷರಿ, ಗುಬ್ಬಿ ಶ್ರೀನಿವಾಸ್, ಶಿವಣ್ಣ, ಅಶೋಕ್ ಪಟ್ಟಣ್, ತನ್ವೀರ್ ಸೇಠ್, ಯು.ಟಿ ಖಾದರ್, ಎಂ.ಕೃಷ್ಣಪ್ಪ, ಸಿದ್ದರಾಮಯ್ಯ, ನರೇಂದ್ರ ಸ್ವಾಮಿ, ರೂಪಾ ಶಶಿಧರ್, ಲಕ್ಷ್ಮಣ್ [527, 711, 831, 778]
paragraph: ದಲಿತ ಸಮುದಾಯಗಳ ಪರವಾಗಿ ನಿರಂತರವಾಗಿ ಧ್ವನಿ ಎತ್ತಿದ ನಾಯಕರಲ್ಲಿ ಸಿದ್ದರಾಮಯ್ಯ ಅವರು ಪ್ರಮುಖರಾಗಿದ್ದಾರೆ. ಇಂತಹ ನಾಯಕರನ್ನು ಅಧಿಕಾರಾವಧಿ ಪೂರ್ಣಗೊಳ್ಳುವ ಮುನ್ನವೇ ಮುಖ್ಯಮಂತ್ರಿ ಹುದ್ದೆಯಿಂದ ಕೆಳಗಿಳಿಸಿರುವುದು ಕೇವಲ ರಾಜಕೀಯ ನಿರ್ಧಾರವಲ್ಲ, ಸಾಮಾಜಿಕ ನ್ಯಾಯದ ಮೌಲ್ಯಗಳಿಗೆ ನೀಡಿದ ದೊಡ್ಡ ಹೊಡೆತವಾಗಿದೆ ಎಂದು ಆರೋಪಿಸಿದರು. ರಾಜ್ಯದ ಬಡವರು, ರೈತರು, ಮಹಿಳೆಯರು, ಕಾರ್ಮಿಕರು ಹಾಗೂ ಶೋಷಿತ ಸಮುದಾಯಗಳ ಬದುಕಿನಲ್ಲಿ ಬದಲಾವಣೆ ತರಲು ಸಿದ್ದರಾಮಯ್ಯ ನೇತೃತ್ವದ ಸರ್ಕಾರ ಹಲವಾರು ಜನಪರ ಯೋಜನೆಗಳನ್ನು [412, 1381, 614, 1557]
story4-headline: ಹಾವೇರಿ ಜಿಲ್ಲೆಗೂ ಬೇಕು ಸಚಿವ ಸ್ಥಾನ;ಇಲ್ಲಿದ್ದಾರೆ ಮೂವರು ಸಂಪುಟ ಆಕಾಂಕ್ಷಿಗಳು! [402, 1769, 1293, 1807]
story1-column-1 [199, 278, 513, 940]
story4-body [199, 1821, 1496, 1987]
story2-headline-line1: ಅಹಿಂದ ವರ್ಗಕ್ಕೆ ಮಾಡಿದ ಐತಿಹಾಸಿಕ ಅನ್ಯಾಯ [199, 989, 671, 1027]
masthead [199, 187, 1489, 214]
date-line: ದಿನಾಂಕ : 02-06-2026 ಮಂಗಳವಾರ Tuesday [767, 193, 1070, 212]
story3-column-d [1323, 1035, 1495, 1750]
paragraph: ದೂರ ದೃಷ್ಟಿ ವಾರ್ತಾ ಹಾವೇರಿ : ಜಿಲ್ಲೆಯ ಆರು ವಿಧಾನಸಭಾ ಕ್ಷೇತ್ರಗಳಲ್ಲಿ ಕಾಂಗ್ರೆಸ್ ಶಾಸಕರಿದ್ದಾರೆ. ಆರು ಜನರಲ್ಲಿ ಬ್ಯಾಡಗಿ ಶಾಸಕ ಬಸವರಾಜ್ ಶಿವಣ್ಣವರ್, ಹಾವೇರಿ ಶಾಸಕ ರುದ್ರಪ್ಪ ಲಮಾಣಿ ಹಿರಿಯ ಶಾಸಕರು. ಹಿರೇಕೆರೂರಿನ ಯು. ಬಿ. ಬಣಕಾರ ಮತ್ತು ಹಾನಗಲ್ ಕ್ಷೇತ್ರದ ಶ್ರೀನಿವಾಸ ಮಾನೆ ಎರಡನೆ ಬಾರಿ ಶಾಸಕರಾಗಿದ್ದಾರೆ. ರಾಣೆಬೆನ್ನೂರು ಶಾಸಕ ಪ್ರಕಾಶ್ ಕೋಳಿವಾಡ್ ಮತ್ತು ಶಿಗ್ಗಾಂವ್ ಸವಣೂರು ಶಾಸಕ ಯಾಸೀರ್ ಖಾನ್ ಪಠಾಣ್ ಇದೇ ಮೊದಲ ಬಾರಿಗೆ ವಿಧಾನಸಭೆ ಪ್ರವೇಶಿಸಿದ್ದಾರೆ. ಸಿಎಂ ಸಿದ್ದರಾಮಯ್ಯ ಸರ್ಕಾರದಲ್ಲಿ ಹಾವೇರಿಗೆ ಸಚಿವ ಸ್ಥಾನ ಸಿಕ್ಕಿರಲಿಲ್ಲ. ಇದೀಗ ಡಿ. ಕೆ. ಶಿವಕುಮಾರ್ ನೂತನ ಸರ್ಕಾರದಲ್ಲಿ ಹಾವೇರಿಗೂ ಸಚಿವ ಸ್ಥಾನ ಸಿಗಬೇಕು ಎನ್ನುವ ಕೂಗು ಕೇಳಿಬರುತ್ತಿದೆ. ಹಾವೇರಿ ಜಿಲ್ಲೆಯವರೇ ಸಚಿವರಾದರೆ ಜಿಲ್ಲೆಯ ಅಭಿವೃದ್ಧಿ ಕಾರ್ಯಗಳನ್ನು ಮಾಡುತ್ತಾರೆ. ಸ್ಥಳೀಯರೇ ಸಚಿವರಾದರೆ ಜನರ ಸಮಸ್ಯೆಗಳನ್ನು ಸುಲಭವಾಗಿ ಪರಿಹರಿಸಬಹುದು ಎನ್ನುವ ಕೂಗು ಕೇಳಿ ಬಂದಿದೆ. ಮೂವರು ಸಚಿವ ಸ್ಥಾನದ ಆಕಾಂಕ್ಷಿಗಳು : ಹಾವೇರಿ ಜಿಲ್ಲೆಯಲ್ಲಿ ಪ್ರಮುಖವಾಗಿ ಮೂವರು ಹೆಸರು ಸಚಿವ ಸ್ಥಾನದ ರೇಸ್‌ನಲ್ಲಿ ಕೇಳಿಬರುತ್ತಿವೆ. ಹಾವೇರಿ ಶಾಸಕ ರುದ್ರಪ್ಪ ಲಮಾಣಿ, ಬ್ಯಾಡಗಿ ಶಾಸಕ ಬಸವರಾಜ ಶಿವಣ್ಣವರ್ ಮತ್ತು ಹಾನಗಲ್ ಶಾಸಕ ಶ್ರೀನಿವಾಸ ಮಾನೆ ಸಚಿವ ಸ್ಥಾನದ ಆಕಾಂಕ್ಷಿಗಳಾಗಿದ್ದಾರೆ. ರುದ್ರಪ್ಪ ಲಮಾಣಿ ಬಂಜಾರ ಸಮುದಾಯಕ್ಕೆ ಸೇರಿದ್ದು, ರಾಜ್ಯದಲ್ಲಿ ಬಂಜಾರ ಸಮುದಾಯದ ಏಕೈಕ ಶಾಸಕರಾಗಿದ್ದಾರೆ. ಬಸವರಾಜ ಶಿವಣ್ಣವರ್ ಕುರುಬ ಸಮುದಾಯಕ್ಕೆ ಸೇರಿದ್ದು, ಉತ್ತರ ಕರ್ನಾಟಕದಲ್ಲಿಯೇ ಕುರುಬ ಶಾಸಕರಲ್ಲಿ ಹಿರಿಯ ಶಾಸಕರಾಗಿದ್ದಾರೆ. ಹಾನಗಲ್ ಕ್ಷೇತ್ರದ ಶಾಸಕ ಶ್ರೀನಿವಾಸ ಮಾನೆ ಮರಾಠಾ ಸಮುದಾಯಕ್ಕೆ ಸೇರಿದ್ದು, ವಿಧಾನಸಭೆ ಉಪಚುನಾವಣೆ ಹಾಗೂ ಕಳೆದ ಚುನಾವಣೆಯಲ್ಲಿ ಗೆಲುವು ಸಾಧಿಸಿದ್ದಾರೆ. ತಾವು ಹೈಕಮಾಂಡ್ ಹತ್ತಿರದವರಾಗಿದ್ದು, ನಮಗೂ ಸಚಿವ ಸ್ಥಾನ ಬೇಕು ಎನ್ನುವ ಬೇಡಿಕೆ ಹೊಂದಿದ್ದಾರೆ. ಬಸವರಾಜ ಶಿವಣ್ಣವರ್ ನೋವು : ಬ್ಯಾಡಗಿ ಕ್ಷೇತ್ರದ ಶಾಸಕ, ಮಾಜಿ ಸಚಿವ ಬಸವರಾಜ್ ಶಿವಣ್ಣವರ್ ಸಚಿವ ಸ್ಥಾನದ ಪ್ರಮುಖ ಆಕಾಂಕ್ಷಿ. ಕುರುಬ ಸಮುದಾಯಕ್ಕೆ ಸೇರಿದವರಾದ ಇವರು ಸಿದ್ದರಾಮಯ್ಯ ಮತ್ತು ಡಿ. ಕೆ. ಶಿವಕುಮಾರ್ ಅವರನ್ನು ಹೈಕಮಾಂಡ್ ಎಂದು ತಿಳಿದುಕೊಂಡವರು. ನಾಲ್ಕು ಬಾರಿ ಶಾಸಕರಾಗಿರುವ ಬಸವರಾಜ ಶಿವಣ್ಣವರ್ ಈ ಬಾರಿ ನನಗೆ ಸಚಿವ ಸ್ಥಾನ ಸಿಕ್ಕೇ ಸಿಗುತ್ತೆ ಎನ್ನುವ ಉಮೇದಿನಲ್ಲಿದ್ದಾರೆ. ಆದರೆ, ಹಾನಗಲ್ ಕ್ಷೇತ್ರದ ಶಾಸಕ ಶ್ರೀನಿವಾಸ ಮಾನೆ ಇವರ ಬಗ್ಗೆ ಮಾತನಾಡಿದ್ದಾರೆ – [199, 1824, 1496, 1927]
paragraph: ಹೊಸಬರಿಂದ ಭಾರಿ ಲಾಬಿ: ಇತ್ತ ಡಿಕೆಶಿ ಕ್ಯಾಬಿನೆಟ್‌ನಲ್ಲಿ ಸ್ಥಾನ ಪಡೆಯಲು ಹೊಸಬರು ಸಹ ಭಾರಿ ಲಾಬಿ ನಡೆಸುತ್ತಿದ್ದಾರೆ. ಒಂದಷ್ಟು ಮಂದಿ ಸಿದ್ದರಾಮಯ್ಯ ಕಡೆಯಿಂದ ಕಸರತ್ತು ನಡೆಸುತ್ತಿದ್ದರೆ, ಇನ್ನೊಂದಷ್ಟು ಮಂದಿ ಡಿ.ಕೆ. ಶಿವಕುಮಾರ್ ಮೂಲಕ ಲಾಬಿ ನಡೆಸುತ್ತಿದ್ದಾರೆ. ಹೊಸಬರ ಪಟ್ಟಿ ದೊಡ್ಡದಿದ್ದು, ತೀವ್ರ ಪೈಪೋಟಿ ಏರ್ಪಟ್ಟಿದೆ. ಈ ಹೊಸ ಮುಖಗಳಲ್ಲಿ ಹೆಚ್ಚಿನವರು ಡಿ.ಕೆ. ಶಿವಕುಮಾರ್ ಬಣದವರು ಇರಲಿದ್ದಾರೆ ಎಂದು ಹೇಳಲಾಗುತ್ತಿದೆ. [527, 619, 831, 704]
felicitation-photo [1005, 1035, 1316, 1255]
paragraph: ಸವದಿ, ಬೇಳೂರು ಗೋಪಾಲಕೃಷ್ಣ ಸೇರಿದಂತೆ ಒಂದಷ್ಟು ಮಂದಿ ಡಿಕೆಶಿ ಕ್ಯಾಬಿನೆಟ್ ನ ಹೊಸ ಮುಖಗಳಾಗುವ ಸಾಧ್ಯತೆ ಹೆಚ್ಚಿದೆ ಎಂದು ಚರ್ಚೆ ನಡೆಯುತ್ತಿದೆ. [841, 281, 1164, 311]
story3-column-c [1164, 1261, 1316, 1750]
